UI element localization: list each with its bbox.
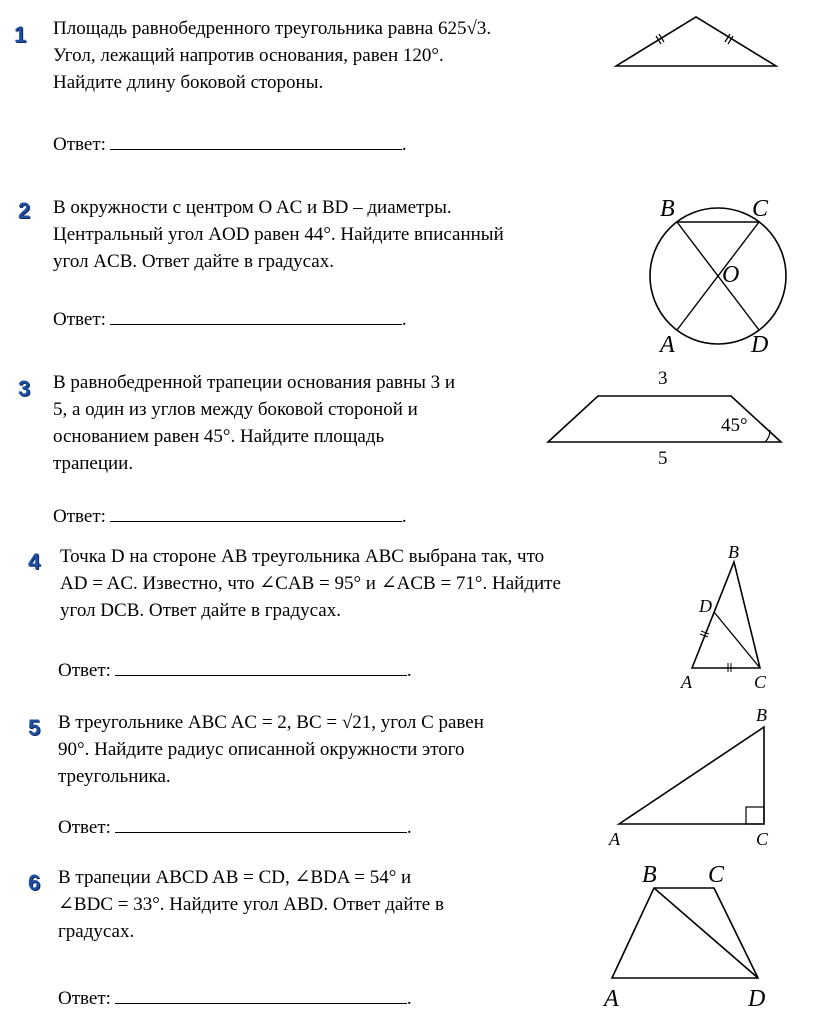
task-3-answer xyxy=(53,503,407,528)
task-3-line: трапеции. xyxy=(53,453,134,474)
task-4-line: угол DCB. Ответ дайте в градусах. xyxy=(60,600,341,621)
answer-field[interactable] xyxy=(110,306,402,325)
answer-period: . xyxy=(401,134,407,155)
label-b: B xyxy=(642,862,657,888)
task-5-answer xyxy=(58,814,412,839)
task-1-answer xyxy=(53,131,407,156)
answer-field[interactable] xyxy=(110,131,402,150)
answer-period: . xyxy=(406,988,412,1009)
right-triangle xyxy=(619,727,764,824)
task-4-line: Точка D на стороне AB треугольника ABC выбрана так, что xyxy=(60,546,545,567)
label-c: C xyxy=(752,196,769,222)
answer-label: Ответ: xyxy=(53,134,106,155)
label-d: D xyxy=(699,596,712,616)
task-5-line: 90°. Найдите радиус описанной окружности этого xyxy=(58,739,465,760)
task-1-line: Площадь равнобедренного треугольника равна 625√3. xyxy=(53,18,492,39)
answer-period: . xyxy=(401,309,407,330)
task-2-line: В окружности с центром O AC и BD – диаметры. xyxy=(53,197,452,218)
task-5-line: В треугольнике ABC AC = 2, BC = √21, угол C равен xyxy=(58,712,484,733)
label-a: A xyxy=(609,829,620,849)
label-o: O xyxy=(722,262,740,288)
answer-label: Ответ: xyxy=(58,817,111,838)
label-angle: 45° xyxy=(721,415,748,436)
task-1-text xyxy=(53,15,588,96)
task-3-text xyxy=(53,369,533,477)
task-6-number: 6 xyxy=(28,870,41,895)
label-d: D xyxy=(748,986,766,1012)
answer-period: . xyxy=(406,817,412,838)
task-5-line: треугольника. xyxy=(58,766,171,787)
task-2-line: угол ACB. Ответ дайте в градусах. xyxy=(53,251,334,272)
tick-mark xyxy=(656,36,661,44)
label-c: C xyxy=(756,829,769,849)
label-c: C xyxy=(708,862,725,888)
label-a: A xyxy=(681,672,692,692)
task-6-line: В трапеции ABCD AB = CD, ∠BDA = 54° и xyxy=(58,867,412,888)
task-4-number: 4 xyxy=(28,549,41,574)
task-6-answer xyxy=(58,985,412,1010)
diagonal-bd xyxy=(654,888,758,978)
tick-mark xyxy=(659,34,664,42)
label-b: B xyxy=(660,196,675,222)
answer-field[interactable] xyxy=(115,814,407,833)
answer-period: . xyxy=(401,506,407,527)
task-6-line: ∠BDC = 33°. Найдите угол ABD. Ответ дайте в xyxy=(58,894,444,915)
label-d: D xyxy=(751,332,769,358)
task-4-answer xyxy=(58,657,412,682)
answer-label: Ответ: xyxy=(58,660,111,681)
task-4-figure xyxy=(678,542,778,694)
task-5-figure xyxy=(605,703,785,853)
label-c: C xyxy=(754,672,767,692)
task-5-text xyxy=(58,709,588,790)
task-1-figure xyxy=(612,14,782,74)
label-b: B xyxy=(756,705,767,725)
right-angle-mark xyxy=(746,807,764,824)
answer-field[interactable] xyxy=(115,657,407,676)
task-6-figure xyxy=(598,858,778,1018)
task-3-figure xyxy=(545,368,785,468)
trapezoid-abcd xyxy=(612,888,758,978)
isosceles-triangle xyxy=(616,17,776,66)
label-a: A xyxy=(604,986,619,1012)
answer-field[interactable] xyxy=(115,985,407,1004)
task-1-line: Найдите длину боковой стороны. xyxy=(53,72,324,93)
answer-field[interactable] xyxy=(110,503,402,522)
task-5-number: 5 xyxy=(28,715,41,740)
task-4-line: AD = AC. Известно, что ∠CAB = 95° и ∠ACB = 71°. Найдите xyxy=(60,573,561,594)
task-2-number: 2 xyxy=(18,198,31,223)
task-2-answer xyxy=(53,306,407,331)
answer-label: Ответ: xyxy=(58,988,111,1009)
label-b: B xyxy=(728,542,739,562)
task-6-line: градусах. xyxy=(58,921,135,942)
task-3-line: основанием равен 45°. Найдите площадь xyxy=(53,426,385,447)
label-bottom-base: 5 xyxy=(658,448,668,469)
answer-period: . xyxy=(406,660,412,681)
task-4-text xyxy=(60,543,660,624)
task-1-line: Угол, лежащий напротив основания, равен 120°. xyxy=(53,45,444,66)
task-3-number: 3 xyxy=(18,376,31,401)
task-2-text xyxy=(53,194,626,275)
label-top-base: 3 xyxy=(658,368,668,389)
answer-label: Ответ: xyxy=(53,506,106,527)
task-6-text xyxy=(58,864,580,945)
task-2-figure xyxy=(640,190,790,358)
label-a: A xyxy=(660,332,675,358)
task-1-number: 1 xyxy=(14,22,27,47)
task-3-line: В равнобедренной трапеции основания равны 3 и xyxy=(53,372,456,393)
answer-label: Ответ: xyxy=(53,309,106,330)
task-3-line: 5, а один из углов между боковой стороной и xyxy=(53,399,418,420)
task-2-line: Центральный угол AOD равен 44°. Найдите вписанный xyxy=(53,224,504,245)
